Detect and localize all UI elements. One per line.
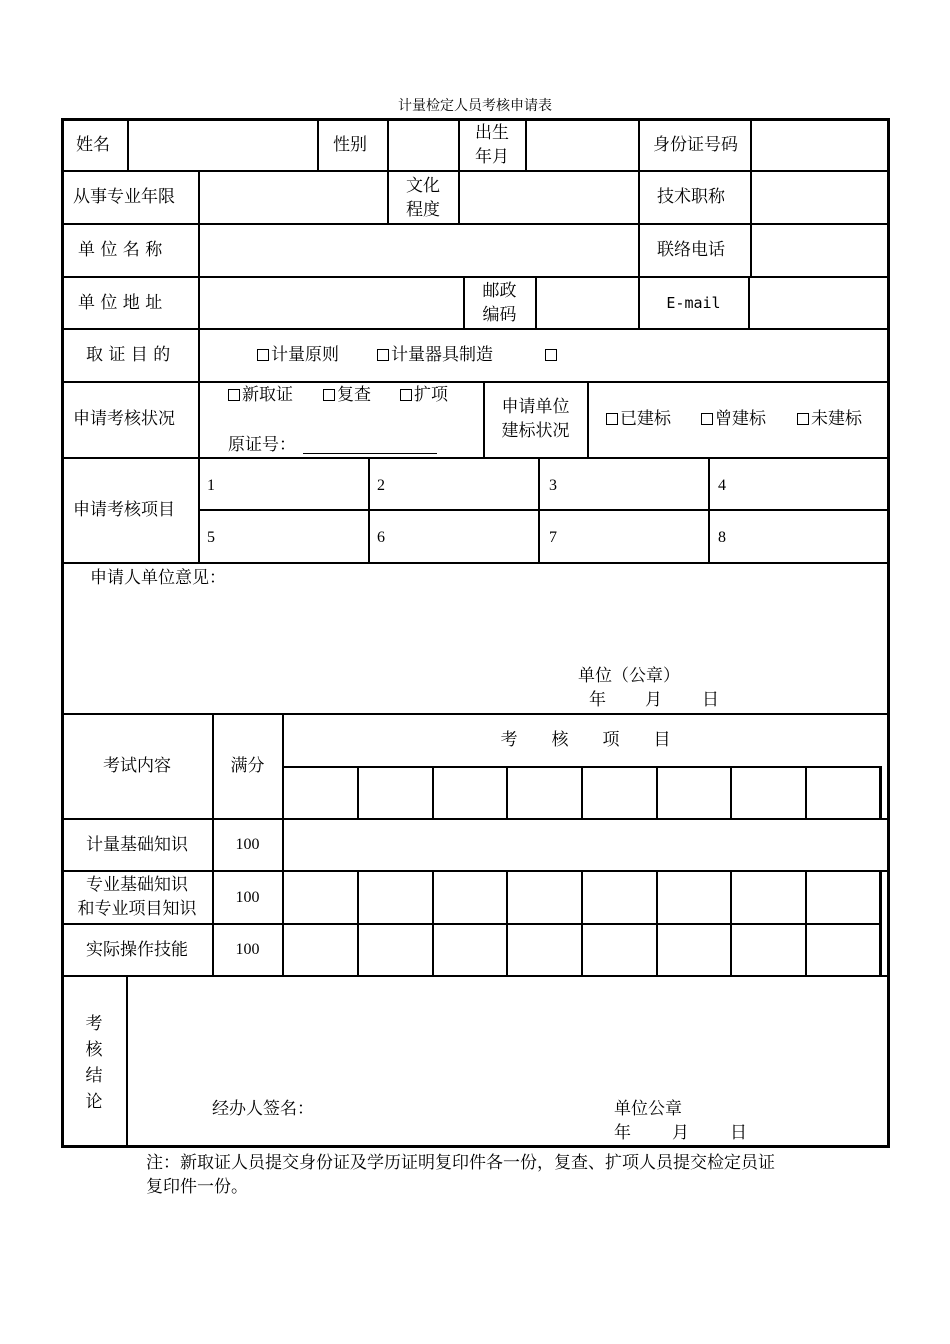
checkbox-icon[interactable] <box>377 349 389 361</box>
footnote-line2: 复印件一份。 <box>146 1177 248 1197</box>
checkbox-icon[interactable] <box>228 389 240 401</box>
exam-item-field[interactable] <box>200 511 367 561</box>
conclusion-label-char: 论 <box>85 1092 103 1112</box>
exam-status-label: 申请考核状况 <box>73 409 175 429</box>
date-year-label: 年 <box>614 1123 631 1143</box>
postal-label-line2: 编码 <box>482 305 517 325</box>
date-day-label: 日 <box>702 690 719 710</box>
status-option-extension[interactable]: 扩项 <box>400 383 448 407</box>
exam-item-field[interactable] <box>540 511 707 561</box>
date-month-label: 月 <box>672 1123 689 1143</box>
unit-status-option-built[interactable]: 已建标 <box>606 407 671 431</box>
conclusion-field[interactable] <box>128 977 886 1092</box>
exam-item-field[interactable] <box>200 459 367 508</box>
exam-item-field[interactable] <box>370 511 537 561</box>
full-score-header: 满分 <box>230 756 265 776</box>
unit-seal-label: 单位（公章） <box>578 666 680 686</box>
purpose-option-measurement-principle[interactable]: 计量原则 <box>257 343 339 367</box>
item-number: 3 <box>549 477 557 494</box>
exam-row-name-line1: 专业基础知识 <box>86 875 188 895</box>
exam-row-name: 实际操作技能 <box>86 940 188 960</box>
exam-row-name-line2: 和专业项目知识 <box>77 899 197 919</box>
exam-score-field[interactable] <box>284 925 879 974</box>
checkbox-icon[interactable] <box>257 349 269 361</box>
item-number: 7 <box>549 529 557 546</box>
form-title: 计量检定人员考核申请表 <box>398 98 552 114</box>
checkbox-icon[interactable] <box>323 389 335 401</box>
email-field[interactable] <box>750 278 886 327</box>
education-field[interactable] <box>460 172 637 222</box>
original-cert-label: 原证号： <box>228 435 296 455</box>
education-label-line2: 程度 <box>406 200 440 220</box>
exam-item-field[interactable] <box>710 459 886 508</box>
status-option-review[interactable]: 复查 <box>323 383 371 407</box>
item-number: 4 <box>718 477 726 494</box>
conclusion-label-char: 考 <box>85 1014 103 1034</box>
phone-label: 联络电话 <box>657 240 725 260</box>
exam-items-label: 申请考核项目 <box>73 500 175 520</box>
footnote-line1: 注：新取证人员提交身份证及学历证明复印件各一份，复查、扩项人员提交检定员证 <box>146 1153 775 1173</box>
birth-date-field[interactable] <box>527 120 637 169</box>
years-label: 从事专业年限 <box>73 187 175 207</box>
checkbox-icon[interactable] <box>545 349 557 361</box>
purpose-option-other[interactable] <box>545 343 559 367</box>
unit-standard-status-label-line2: 建标状况 <box>501 421 570 441</box>
purpose-option-instrument-manufacture[interactable]: 计量器具制造 <box>377 343 493 367</box>
exam-row-score: 100 <box>235 836 260 853</box>
unit-opinion-field[interactable] <box>63 592 886 662</box>
unit-name-field[interactable] <box>200 225 637 275</box>
exam-score-field[interactable] <box>284 820 887 869</box>
status-option-new[interactable]: 新取证 <box>228 383 293 407</box>
tech-title-label: 技术职称 <box>657 187 725 207</box>
item-number: 6 <box>377 529 385 546</box>
exam-row-score: 100 <box>235 889 260 906</box>
gender-field[interactable] <box>389 120 457 169</box>
checkbox-icon[interactable] <box>606 413 618 425</box>
years-field[interactable] <box>200 172 386 222</box>
unit-seal-label: 单位公章 <box>614 1099 682 1119</box>
date-year-label: 年 <box>589 690 606 710</box>
checkbox-icon[interactable] <box>400 389 412 401</box>
exam-item-field[interactable] <box>370 459 537 508</box>
purpose-label: 取 证 目 的 <box>86 345 171 365</box>
unit-status-option-previously-built[interactable]: 曾建标 <box>701 407 766 431</box>
checkbox-icon[interactable] <box>701 413 713 425</box>
signer-label: 经办人签名： <box>212 1099 314 1119</box>
exam-content-header: 考试内容 <box>103 756 171 776</box>
unit-status-option-not-built[interactable]: 未建标 <box>797 407 862 431</box>
postal-code-field[interactable] <box>537 278 637 327</box>
education-label-line1: 文化 <box>406 176 440 196</box>
unit-address-field[interactable] <box>200 278 462 327</box>
item-number: 5 <box>207 529 215 546</box>
exam-item-field[interactable] <box>540 459 707 508</box>
date-month-label: 月 <box>645 690 662 710</box>
id-number-label: 身份证号码 <box>653 135 738 155</box>
birth-label-line2: 年月 <box>475 147 509 167</box>
unit-address-label: 单 位 地 址 <box>78 293 163 313</box>
conclusion-label-char: 结 <box>85 1066 103 1086</box>
exam-item-field[interactable] <box>710 511 886 561</box>
item-number: 8 <box>718 529 726 546</box>
unit-name-label: 单 位 名 称 <box>78 240 163 260</box>
tech-title-field[interactable] <box>752 172 886 222</box>
phone-field[interactable] <box>752 225 886 275</box>
original-cert-field[interactable] <box>303 453 437 454</box>
exam-row-score: 100 <box>235 941 260 958</box>
exam-row-name: 计量基础知识 <box>86 835 188 855</box>
conclusion-label-char: 核 <box>85 1040 103 1060</box>
date-day-label: 日 <box>730 1123 747 1143</box>
gender-label: 性别 <box>333 135 367 155</box>
item-number: 2 <box>377 477 385 494</box>
exam-score-field[interactable] <box>284 872 879 922</box>
exam-items-header: 考 核 项 目 <box>500 730 671 750</box>
name-field[interactable] <box>129 120 316 169</box>
item-number: 1 <box>207 477 215 494</box>
postal-label-line1: 邮政 <box>482 281 517 301</box>
birth-label-line1: 出生 <box>475 123 509 143</box>
email-label: E-mail <box>666 294 721 312</box>
unit-standard-status-label-line1: 申请单位 <box>501 397 570 417</box>
checkbox-icon[interactable] <box>797 413 809 425</box>
id-number-field[interactable] <box>752 120 886 169</box>
name-label: 姓名 <box>76 135 110 155</box>
unit-opinion-label: 申请人单位意见： <box>90 568 226 588</box>
